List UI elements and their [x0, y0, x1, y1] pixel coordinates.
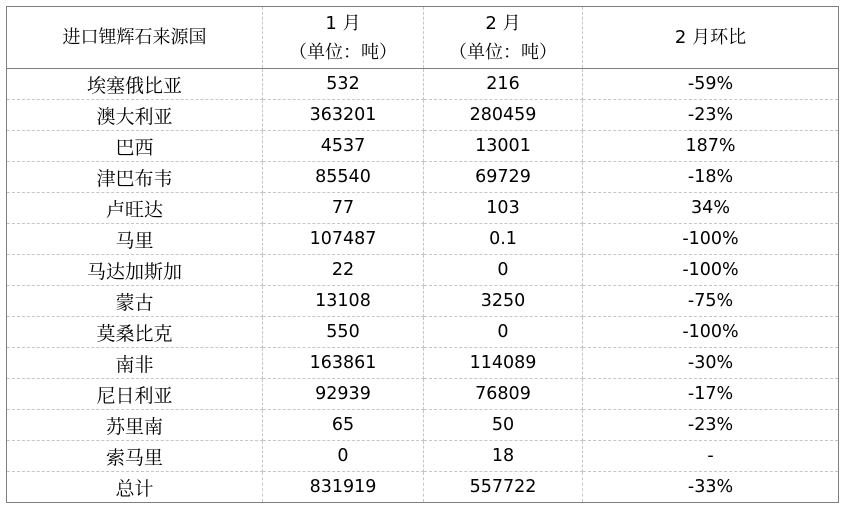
header-january [263, 7, 424, 69]
header-february-unit: （单位：吨） [449, 41, 557, 63]
cell-month-on-month: - [583, 441, 839, 472]
cell-country: 津巴布韦 [7, 162, 263, 193]
cell-february: 0 [424, 255, 583, 286]
cell-february: 557722 [424, 472, 583, 503]
cell-february: 13001 [424, 131, 583, 162]
cell-month-on-month: -30% [583, 348, 839, 379]
header-january-month: 1 月 [325, 12, 361, 34]
cell-country: 蒙古 [7, 286, 263, 317]
cell-month-on-month: -17% [583, 379, 839, 410]
header-month-on-month: 2 月环比 [583, 7, 839, 69]
table-row [7, 69, 839, 100]
table-row [7, 317, 839, 348]
table-row [7, 193, 839, 224]
cell-country: 马达加斯加 [7, 255, 263, 286]
cell-february: 103 [424, 193, 583, 224]
cell-country: 澳大利亚 [7, 100, 263, 131]
cell-month-on-month: -100% [583, 255, 839, 286]
cell-february: 216 [424, 69, 583, 100]
cell-february: 0 [424, 317, 583, 348]
cell-february: 280459 [424, 100, 583, 131]
cell-country: 总计 [7, 472, 263, 503]
header-february [424, 7, 583, 69]
cell-february: 0.1 [424, 224, 583, 255]
cell-january: 0 [263, 441, 424, 472]
cell-january: 4537 [263, 131, 424, 162]
cell-february: 18 [424, 441, 583, 472]
cell-country: 尼日利亚 [7, 379, 263, 410]
cell-month-on-month: -75% [583, 286, 839, 317]
cell-january: 831919 [263, 472, 424, 503]
table-header [7, 7, 839, 69]
table-row [7, 255, 839, 286]
cell-country: 莫桑比克 [7, 317, 263, 348]
table-row [7, 441, 839, 472]
cell-month-on-month: 187% [583, 131, 839, 162]
cell-february: 3250 [424, 286, 583, 317]
cell-january: 77 [263, 193, 424, 224]
header-row [7, 7, 839, 69]
cell-january: 85540 [263, 162, 424, 193]
table-row [7, 410, 839, 441]
cell-country: 埃塞俄比亚 [7, 69, 263, 100]
cell-month-on-month: -33% [583, 472, 839, 503]
cell-january: 107487 [263, 224, 424, 255]
cell-country: 巴西 [7, 131, 263, 162]
table-row [7, 100, 839, 131]
cell-month-on-month: -59% [583, 69, 839, 100]
cell-month-on-month: -23% [583, 410, 839, 441]
cell-february: 50 [424, 410, 583, 441]
table-row [7, 224, 839, 255]
cell-month-on-month: -100% [583, 224, 839, 255]
cell-january: 13108 [263, 286, 424, 317]
cell-january: 550 [263, 317, 424, 348]
cell-country: 南非 [7, 348, 263, 379]
cell-january: 92939 [263, 379, 424, 410]
table-row [7, 286, 839, 317]
spodumene-import-table-container [6, 6, 838, 503]
table-row [7, 131, 839, 162]
table-row [7, 348, 839, 379]
cell-february: 114089 [424, 348, 583, 379]
cell-february: 69729 [424, 162, 583, 193]
header-february-month: 2 月 [485, 12, 521, 34]
header-january-unit: （单位：吨） [289, 41, 397, 63]
cell-month-on-month: 34% [583, 193, 839, 224]
cell-country: 苏里南 [7, 410, 263, 441]
cell-country: 索马里 [7, 441, 263, 472]
cell-january: 532 [263, 69, 424, 100]
table-row-total [7, 472, 839, 503]
table-row [7, 162, 839, 193]
table-body [7, 69, 839, 503]
cell-country: 卢旺达 [7, 193, 263, 224]
cell-country: 马里 [7, 224, 263, 255]
cell-february: 76809 [424, 379, 583, 410]
header-source-country: 进口锂辉石来源国 [7, 7, 263, 69]
cell-january: 363201 [263, 100, 424, 131]
cell-january: 22 [263, 255, 424, 286]
cell-january: 163861 [263, 348, 424, 379]
cell-month-on-month: -100% [583, 317, 839, 348]
cell-month-on-month: -18% [583, 162, 839, 193]
spodumene-import-table [6, 6, 839, 503]
cell-january: 65 [263, 410, 424, 441]
table-row [7, 379, 839, 410]
cell-month-on-month: -23% [583, 100, 839, 131]
